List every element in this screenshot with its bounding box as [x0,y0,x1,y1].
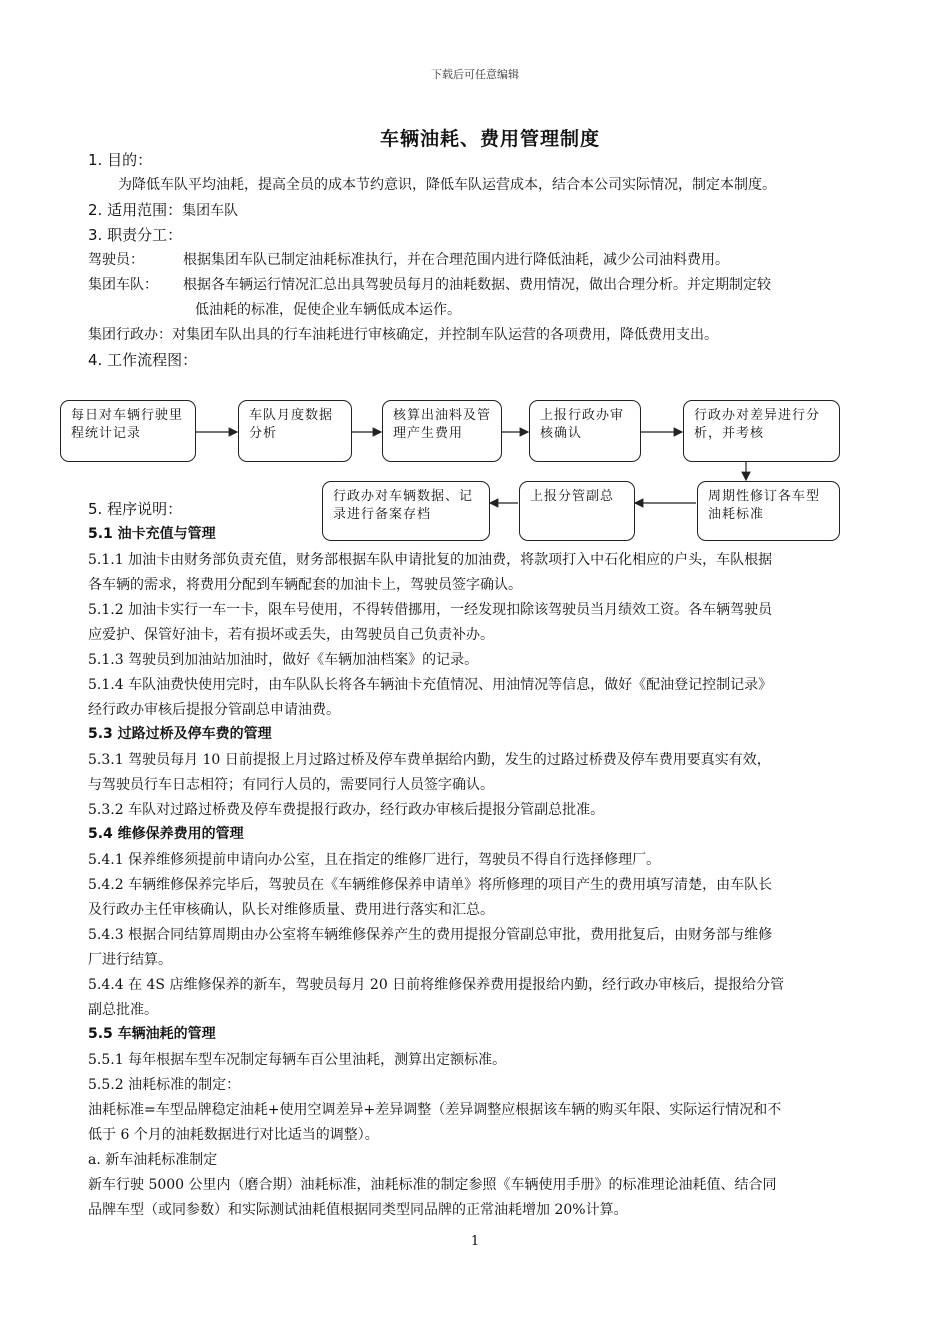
duty-driver-text: 根据集团车队已制定油耗标准执行，并在合理范围内进行降低油耗，减少公司油料费用。 [183,252,729,268]
flow-box-7: 上报分管副总 [519,481,635,541]
flow-box-6: 周期性修订各车型油耗标准 [697,481,840,541]
para-5-1-4-b: 经行政办审核后提报分管副总申请油费。 [88,702,340,718]
para-a: a. 新车油耗标准制定 [88,1152,218,1168]
para-5-1-2-b: 应爱护、保管好油卡，若有损坏或丢失，由驾驶员自己负责补办。 [88,627,494,643]
page-title: 车辆油耗、费用管理制度 [379,128,600,150]
subsection-5-5: 5.5 车辆油耗的管理 [88,1026,216,1042]
para-5-5-3-b: 低于 6 个月的油耗数据进行对比适当的调整）。 [88,1127,379,1143]
para-5-1-2-a: 5.1.2 加油卡实行一车一卡，限车号使用，不得转借挪用，一经发现扣除该驾驶员当月绩效工资。各车辆驾驶员 [88,602,773,618]
flow-box-1: 每日对车辆行驶里程统计记录 [60,400,196,462]
para-5-4-3-b: 厂进行结算。 [88,952,172,968]
para-5-1-4-a: 5.1.4 车队油费快使用完时，由车队队长将各车辆油卡充值情况、用油情况等信息，做好《配油登记控制记录》 [88,677,773,693]
para-5-4-2-a: 5.4.2 车辆维修保养完毕后，驾驶员在《车辆维修保养申请单》将所修理的项目产生的费用填写清楚，由车队长 [88,877,773,893]
duty-admin-label: 集团行政办： [88,327,172,343]
subsection-5-4: 5.4 维修保养费用的管理 [88,826,244,842]
para-5-3-2: 5.3.2 车队对过路过桥费及停车费提报行政办，经行政办审核后提报分管副总批准。 [88,802,605,818]
para-5-4-4-a: 5.4.4 在 4S 店维修保养的新车，驾驶员每月 20 日前将维修保养费用提报给内勤，经行政办审核后，提报给分管 [88,977,785,993]
para-5-4-1: 5.4.1 保养维修须提前申请向办公室，且在指定的维修厂进行，驾驶员不得自行选择修理厂。 [88,852,661,868]
para-5-4-2-b: 及行政办主任审核确认，队长对维修质量、费用进行落实和汇总。 [88,902,494,918]
section-5-heading: 5. 程序说明： [88,500,183,518]
header-note: 下载后可任意编辑 [431,68,519,81]
para-5-3-1-a: 5.3.1 驾驶员每月 10 日前提报上月过路过桥及停车费单据给内勤，发生的过路过桥费及停车费用要真实有效， [88,752,771,768]
para-5-3-1-b: 与驾驶员行车日志相符；有同行人员的，需要同行人员签字确认。 [88,777,494,793]
para-b-b: 品牌车型（或同参数）和实际测试油耗值根据同类型同品牌的正常油耗增加 20%计算。 [88,1202,628,1218]
section-1-text: 为降低车队平均油耗，提高全员的成本节约意识，降低车队运营成本，结合本公司实际情况，制定本制度。 [118,177,776,193]
para-5-5-3-a: 油耗标准=车型品牌稳定油耗+使用空调差异+差异调整（差异调整应根据该车辆的购买年限、实际运行情况和不 [88,1102,782,1118]
duty-team-text-cont: 低油耗的标准，促使企业车辆低成本运作。 [195,302,461,318]
duty-team-label: 集团车队： [88,277,158,293]
section-3-heading: 3. 职责分工： [88,226,183,244]
para-5-4-3-a: 5.4.3 根据合同结算周期由办公室将车辆维修保养产生的费用提报分管副总审批，费用批复后，由财务部与维修 [88,927,773,943]
section-1-heading: 1. 目的： [88,151,153,169]
para-5-5-2: 5.5.2 油耗标准的制定： [88,1077,241,1093]
duty-team-text: 根据各车辆运行情况汇总出具驾驶员每月的油耗数据、费用情况，做出合理分析。并定期制定较 [183,277,771,293]
duty-admin-text: 对集团车队出具的行车油耗进行审核确定，并控制车队运营的各项费用，降低费用支出。 [172,327,718,343]
para-5-5-1: 5.5.1 每年根据车型车况制定每辆车百公里油耗，测算出定额标准。 [88,1052,507,1068]
para-b-a: 新车行驶 5000 公里内（磨合期）油耗标准，油耗标准的制定参照《车辆使用手册》的标准理论油耗值、结合同 [88,1177,777,1193]
duty-driver [88,248,868,273]
flow-box-8: 行政办对车辆数据、记录进行备案存档 [322,481,490,541]
subsection-5-1: 5.1 油卡充值与管理 [88,526,216,542]
duty-team [88,273,868,298]
flow-box-5: 行政办对差异进行分析，并考核 [683,400,840,462]
section-2-heading: 2. 适用范围： [88,201,183,219]
flow-box-4: 上报行政办审核确认 [529,400,641,462]
section-2-text: 集团车队 [182,203,239,219]
para-5-1-3: 5.1.3 驾驶员到加油站加油时，做好《车辆加油档案》的记录。 [88,652,479,668]
page-number: 1 [470,1234,480,1249]
para-5-1-1-b: 各车辆的需求，将费用分配到车辆配套的加油卡上，驾驶员签字确认。 [88,577,522,593]
para-5-1-1-a: 5.1.1 加油卡由财务部负责充值，财务部根据车队申请批复的加油费，将款项打入中石化相应的户头，车队根据 [88,552,773,568]
para-5-4-4-b: 副总批准。 [88,1002,158,1018]
flow-box-3: 核算出油料及管理产生费用 [382,400,502,462]
subsection-5-3: 5.3 过路过桥及停车费的管理 [88,726,272,742]
flow-box-2: 车队月度数据分析 [238,400,352,462]
section-2 [88,198,868,224]
section-4-heading: 4. 工作流程图： [88,351,198,369]
duty-admin [88,323,868,348]
duty-driver-label: 驾驶员： [88,252,144,268]
